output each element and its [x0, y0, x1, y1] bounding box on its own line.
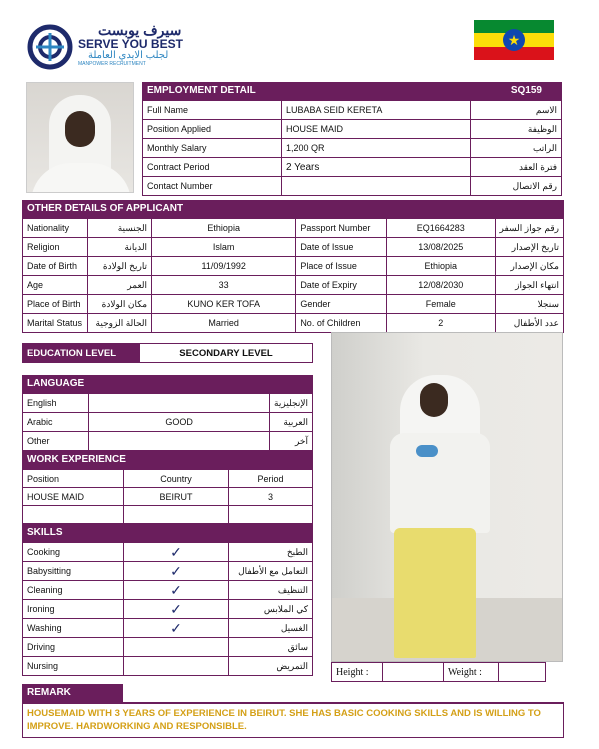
work-cell: [124, 506, 229, 524]
field-value: 12/08/2030: [386, 276, 495, 295]
employment-header: [142, 82, 562, 100]
remark-text: HOUSEMAID WITH 3 YEARS OF EXPERIENCE IN BEIRUT. SHE HAS BASIC COOKING SKILLS AND IS WILLING TO IMPROVE. HARDWORKING AND RESPONSIBLE.: [22, 702, 564, 738]
skill-check-icon: ✓: [124, 581, 229, 600]
field-label: Gender: [296, 295, 387, 314]
field-value: [282, 177, 471, 196]
education-label: EDUCATION LEVEL: [23, 344, 140, 363]
work-cell: HOUSE MAID: [23, 488, 124, 506]
field-label-arabic: تاريخ الإصدار: [495, 238, 564, 257]
applicant-full-photo: [331, 332, 563, 662]
logo-mark-icon: [26, 24, 76, 70]
other-details-row: [23, 219, 564, 238]
field-value: Female: [386, 295, 495, 314]
other-details-header: OTHER DETAILS OF APPLICANT: [22, 200, 564, 218]
other-details-row: [23, 314, 564, 333]
field-label: Date of Birth: [23, 257, 88, 276]
field-label: Marital Status: [23, 314, 88, 333]
language-row: [23, 432, 313, 451]
work-cell: BEIRUT: [124, 488, 229, 506]
field-label: Contract Period: [143, 158, 282, 177]
employment-title: EMPLOYMENT DETAIL: [147, 85, 256, 96]
other-details-row: [23, 276, 564, 295]
skill-name: Ironing: [23, 600, 124, 619]
brand-arabic-sub: لجلب الايدي العاملة: [88, 50, 169, 61]
brand-name: SERVE YOU BEST: [78, 37, 183, 51]
language-row: [23, 413, 313, 432]
skill-name-arabic: التعامل مع الأطفال: [229, 562, 313, 581]
skill-row: [23, 600, 313, 619]
column-header: Position: [23, 470, 124, 488]
field-value: Ethiopia: [386, 257, 495, 276]
field-value: Islam: [152, 238, 296, 257]
field-label: Religion: [23, 238, 88, 257]
field-label-arabic: تاريخ الولادة: [87, 257, 151, 276]
skill-name-arabic: الغسيل: [229, 619, 313, 638]
skill-name-arabic: كي الملابس: [229, 600, 313, 619]
other-details-row: [23, 295, 564, 314]
skill-name-arabic: الطبخ: [229, 543, 313, 562]
employment-table: [142, 100, 562, 196]
skill-name: Cooking: [23, 543, 124, 562]
skill-name-arabic: سائق: [229, 638, 313, 657]
weight-label: Weight :: [444, 663, 499, 682]
language-name-arabic: الإنجليزية: [270, 394, 313, 413]
field-label: Full Name: [143, 101, 282, 120]
other-details-table: [22, 218, 564, 333]
skill-row: [23, 619, 313, 638]
other-details-row: [23, 257, 564, 276]
skill-name: Cleaning: [23, 581, 124, 600]
column-header: Period: [229, 470, 313, 488]
field-label-arabic: عدد الأطفال: [495, 314, 564, 333]
language-table: [22, 393, 313, 451]
work-row: [23, 488, 313, 506]
field-label: Monthly Salary: [143, 139, 282, 158]
skill-name: Driving: [23, 638, 124, 657]
skill-check-icon: [124, 657, 229, 676]
skill-name-arabic: التمريض: [229, 657, 313, 676]
skill-name: Washing: [23, 619, 124, 638]
skill-row: [23, 657, 313, 676]
field-label-arabic: الراتب: [471, 139, 562, 158]
language-row: [23, 394, 313, 413]
field-value: 13/08/2025: [386, 238, 495, 257]
field-value: HOUSE MAID: [282, 120, 471, 139]
field-label-arabic: فترة العقد: [471, 158, 562, 177]
applicant-headshot: [26, 82, 134, 193]
field-label-arabic: سنجلا: [495, 295, 564, 314]
field-label: Contact Number: [143, 177, 282, 196]
skill-row: [23, 562, 313, 581]
skill-check-icon: ✓: [124, 543, 229, 562]
employment-row: [143, 177, 562, 196]
work-cell: 3: [229, 488, 313, 506]
field-label-arabic: الديانة: [87, 238, 151, 257]
field-label: Date of Issue: [296, 238, 387, 257]
skill-check-icon: ✓: [124, 619, 229, 638]
field-label-arabic: الجنسية: [87, 219, 151, 238]
field-value: 2 Years: [282, 158, 471, 177]
skill-row: [23, 581, 313, 600]
flag-emblem-icon: ★: [503, 29, 525, 51]
field-value: 2: [386, 314, 495, 333]
remark-header: REMARK: [22, 684, 123, 702]
field-label-arabic: مكان الولادة: [87, 295, 151, 314]
field-label-arabic: العمر: [87, 276, 151, 295]
skill-name: Nursing: [23, 657, 124, 676]
field-label: Nationality: [23, 219, 88, 238]
skill-check-icon: [124, 638, 229, 657]
field-label: Place of Birth: [23, 295, 88, 314]
employment-row: [143, 101, 562, 120]
skill-row: [23, 543, 313, 562]
field-value: LUBABA SEID KERETA: [282, 101, 471, 120]
employment-row: [143, 120, 562, 139]
work-experience-table: [22, 469, 313, 524]
skill-row: [23, 638, 313, 657]
work-cell: [23, 506, 124, 524]
field-label-arabic: رقم جواز السفر: [495, 219, 564, 238]
field-value: Ethiopia: [152, 219, 296, 238]
work-header-row: [23, 470, 313, 488]
other-details-row: [23, 238, 564, 257]
employment-row: [143, 158, 562, 177]
language-name-arabic: العربية: [270, 413, 313, 432]
skill-check-icon: ✓: [124, 600, 229, 619]
work-cell: [229, 506, 313, 524]
language-name: Other: [23, 432, 89, 451]
skills-header: SKILLS: [22, 524, 313, 542]
field-label-arabic: الوظيفة: [471, 120, 562, 139]
field-label-arabic: انتهاء الجواز: [495, 276, 564, 295]
education-value: SECONDARY LEVEL: [140, 344, 313, 363]
brand-arabic-name: سيرف يوبست: [98, 22, 182, 38]
field-label: Passport Number: [296, 219, 387, 238]
logo: [26, 24, 186, 70]
field-value: Married: [152, 314, 296, 333]
skill-name-arabic: التنظيف: [229, 581, 313, 600]
measurements-table: [331, 662, 546, 682]
employment-row: [143, 139, 562, 158]
language-header: LANGUAGE: [22, 375, 313, 393]
reference-number: SQ159: [510, 85, 542, 96]
field-label: No. of Children: [296, 314, 387, 333]
field-value: KUNO KER TOFA: [152, 295, 296, 314]
language-level: GOOD: [89, 413, 270, 432]
field-label: Age: [23, 276, 88, 295]
language-name: English: [23, 394, 89, 413]
field-label-arabic: رقم الاتصال: [471, 177, 562, 196]
skill-check-icon: ✓: [124, 562, 229, 581]
language-name-arabic: آخر: [270, 432, 313, 451]
language-name: Arabic: [23, 413, 89, 432]
skill-name: Babysitting: [23, 562, 124, 581]
ethiopia-flag: [474, 20, 554, 60]
brand-sub: MANPOWER RECRUITMENT: [78, 61, 146, 67]
height-value: [383, 663, 444, 682]
column-header: Country: [124, 470, 229, 488]
field-value: 11/09/1992: [152, 257, 296, 276]
field-value: 1,200 QR: [282, 139, 471, 158]
field-value: EQ1664283: [386, 219, 495, 238]
field-label-arabic: الاسم: [471, 101, 562, 120]
work-row: [23, 506, 313, 524]
work-experience-header: WORK EXPERIENCE: [22, 451, 313, 469]
field-label: Place of Issue: [296, 257, 387, 276]
language-level: [89, 394, 270, 413]
skills-table: [22, 542, 313, 676]
height-label: Height :: [332, 663, 383, 682]
field-label-arabic: مكان الإصدار: [495, 257, 564, 276]
field-label: Position Applied: [143, 120, 282, 139]
weight-value: [499, 663, 546, 682]
education-table: [22, 343, 313, 363]
language-level: [89, 432, 270, 451]
field-value: 33: [152, 276, 296, 295]
field-label: Date of Expiry: [296, 276, 387, 295]
field-label-arabic: الحالة الزوجية: [87, 314, 151, 333]
